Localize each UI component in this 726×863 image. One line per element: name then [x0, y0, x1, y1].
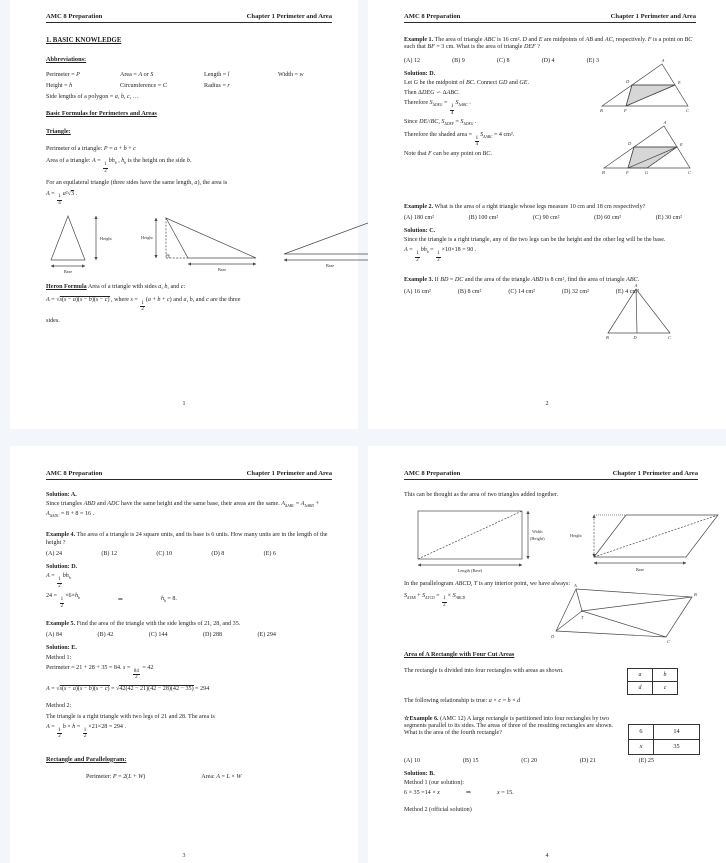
intro-text: This can be thought as the area of two triangles added together.: [404, 492, 558, 498]
doc-title: AMC 8 Preparation: [404, 13, 461, 20]
option-d: (D) 8: [211, 550, 225, 557]
abbr-sides: Side lengths of a polygon = a, b, c, …: [46, 94, 139, 100]
heron-calc: A = √s(s − a)(s − b)(s − c) = √42(42 − 21)(42 − 28)(42 − 35) = 294: [46, 685, 210, 692]
solution-5-label: Solution: E.: [46, 645, 77, 652]
cell-x: x: [629, 739, 654, 754]
cut-areas-table: [627, 668, 678, 695]
option-c: (C) 144: [148, 632, 168, 639]
abbr-height: Height = h: [46, 83, 73, 89]
vertex-d: D: [551, 634, 555, 640]
option-a: (A) 180 cm²: [404, 214, 434, 221]
isosceles-triangle-diagram: [46, 212, 124, 274]
abbreviations-heading: Abbreviations:: [46, 56, 87, 63]
option-b: (B) 12: [101, 550, 118, 557]
option-a: (A) 12: [404, 57, 421, 64]
example-3-options: [404, 289, 639, 295]
example-1-diagram-2: [602, 120, 694, 176]
cell-14: 14: [654, 724, 700, 739]
page-header: [46, 470, 332, 480]
doc-title: AMC 8 Preparation: [404, 470, 461, 477]
method-2-formula: A = $\frac{1}{2}$ b × h = $\frac{1}{2}$ ×21×28 = 294 .: [46, 723, 127, 740]
example-3-text: If BD = DC and the area of the triangle ABD is 8 cm², find the area of triangle ABC.: [434, 277, 640, 284]
equation-result: x = 15.: [497, 790, 514, 797]
example-3-diagram: [606, 285, 680, 343]
solution-1-label: Solution: D.: [404, 70, 436, 77]
vertex-b: B: [600, 107, 603, 113]
solution-6-label: Solution: B.: [404, 770, 435, 777]
perimeter-calc: Perimeter = 21 + 28 + 35 = 84. s = $\frac{84}{2}$ = 42: [46, 664, 154, 681]
base-label: Base: [217, 267, 227, 273]
option-b: (B) 9: [452, 57, 465, 64]
example-1-options: [404, 58, 599, 64]
page-number: 3: [182, 853, 186, 859]
vertex-b: B: [694, 592, 697, 598]
option-c: (C) 20: [521, 757, 538, 764]
example-1-diagram-1: [600, 58, 692, 114]
solution-a-text: Since triangles ABD and ADC have the same height and the same base, their areas are the same. $A_{\Delta ABC} = A_{\Delta ABD} + A_{\Delta ADC} = 8 + 8 = 16$ .: [46, 501, 319, 519]
option-d: (D) 60 cm²: [594, 214, 622, 221]
rect-parallelogram-diagrams: [404, 507, 706, 575]
example-3: [404, 277, 679, 284]
implies-arrow: ⇒: [465, 790, 471, 797]
cell-35: 35: [654, 739, 700, 754]
vertex-d: D: [628, 140, 632, 146]
equation: 24 = $\frac{1}{2}$ $\times 6\times h_b$: [46, 593, 80, 609]
obtuse-triangle-diagram: [140, 212, 264, 274]
abbr-width: Width = w: [278, 72, 304, 78]
equation-result: $h_b = 8$.: [160, 596, 177, 604]
example-5-label: Example 5.: [46, 621, 76, 628]
width-label: Width: [532, 529, 543, 535]
page-1: [10, 0, 358, 429]
example-4-label: Example 4.: [46, 532, 76, 539]
cell-c: c: [653, 682, 678, 695]
solution-1-line: Since DE//BC, $S_{\Delta DEF} = S_{\Delta DEG}$ .: [404, 119, 477, 127]
page-header: [46, 13, 332, 23]
solution-1-line: Therefore $S_{\Delta DEG}$ = $\frac{1}{4}$ $S_{\Delta ABC}$ .: [404, 100, 471, 116]
option-d: (D) 21: [579, 757, 596, 764]
equilateral-formula: A = $\frac{1}{4}$ a²√3 .: [46, 190, 78, 206]
example-4-text: The area of a triangle is 24 square units, and its base is 6 units. How many units are in the length of the height ?: [46, 532, 328, 546]
example-2: [404, 204, 696, 211]
length-base-label: Length (Base): [457, 568, 483, 574]
point-t: T: [581, 615, 584, 621]
example-6-block: [404, 716, 706, 764]
example-2-text: What is the area of a right triangle whose legs measure 10 cm and 18 cm respectively?: [434, 203, 646, 210]
vertex-a: A: [663, 119, 667, 125]
option-a: (A) 84: [46, 632, 63, 639]
option-c: (C) 8: [496, 57, 510, 64]
formulas-heading: Basic Formulas for Perimeters and Areas: [46, 110, 157, 117]
option-b: (B) 15: [462, 757, 479, 764]
solution-2-text: Since the triangle is a right triangle, any of the two legs can be the height and the other leg will be the base.: [404, 237, 666, 244]
example-6-label: ☆Example 6.: [404, 715, 439, 722]
example-1-text: The area of triangle ABC is 16 cm². D and E are midpoints of AB and AC, respectively. F is a point on BC such that BF = 3 cm. What is the area of triangle DEF ?: [404, 37, 693, 51]
vertex-c: C: [668, 335, 672, 341]
heron-intro: [46, 284, 332, 291]
vertex-f: F: [626, 169, 629, 175]
chapter-title: Chapter 1 Perimeter and Area: [246, 13, 332, 20]
vertex-a: A: [634, 283, 638, 289]
cut-areas-block: [404, 668, 706, 705]
vertex-g: G: [645, 169, 649, 175]
option-b: (B) 8 cm²: [457, 288, 482, 295]
option-a: (A) 10: [404, 757, 421, 764]
solution-1-line: Therefore the shaded area = $\frac{1}{4}$ $S_{\Delta ABC} = 4$ cm².: [404, 131, 515, 148]
option-a: (A) 16 cm²: [404, 288, 431, 295]
cut-areas-heading: Area of A Rectangle with Four Cut Areas: [404, 651, 515, 659]
base-label: Base: [325, 263, 335, 269]
perimeter-formula: Perimeter of a triangle: P = a + b + c: [46, 146, 136, 152]
vertex-b: B: [602, 169, 605, 175]
vertex-d: D: [626, 78, 630, 84]
method-1-label: Method 1:: [46, 654, 72, 661]
vertex-c: C: [688, 169, 692, 175]
cut-areas-text: The rectangle is divided into four rectangles with areas as shown.: [404, 668, 564, 675]
page-number: 1: [182, 401, 186, 407]
page-header: [404, 470, 698, 480]
abbr-perimeter: Perimeter = P: [46, 72, 80, 78]
vertex-b: B: [606, 335, 609, 341]
option-d: (D) 32 cm²: [561, 288, 589, 295]
option-c: (C) 10: [156, 550, 173, 557]
option-e: (E) 30 cm²: [655, 214, 682, 221]
example-1-label: Example 1.: [404, 37, 434, 43]
area-formula: Area of a triangle: A = $\frac{1}{2}$ $bh_b$ , $h_b$ is the height on the side b.: [46, 158, 192, 174]
option-d: (D) 4: [541, 57, 555, 64]
method-1-label: Method 1 (our solution):: [404, 779, 465, 786]
option-e: (E) 294: [257, 632, 276, 639]
abbr-circumference: Circumference = C: [120, 83, 167, 89]
parallelogram-interior-point-block: [404, 581, 706, 643]
chapter-title: Chapter 1 Perimeter and Area: [612, 470, 698, 477]
abbreviations-table: [46, 72, 332, 100]
height-paren-label: (Height): [530, 536, 545, 542]
relationship-text: The following relationship is true: a × c = b × d: [404, 698, 521, 705]
vertex-f: F: [624, 107, 627, 113]
option-e: (E) 3: [586, 57, 599, 64]
cell-a: a: [628, 669, 653, 682]
chapter-title: Chapter 1 Perimeter and Area: [246, 470, 332, 477]
chapter-title: Chapter 1 Perimeter and Area: [610, 13, 696, 20]
example-2-label: Example 2.: [404, 203, 434, 210]
option-e: (E) 25: [638, 757, 654, 764]
solution-4-formula-1: A = $\frac{1}{2}$ $bh_b$: [46, 573, 71, 589]
example-5-options: [46, 632, 276, 638]
parallelogram-abcd-diagram: [550, 583, 700, 645]
doc-title: AMC 8 Preparation: [46, 13, 103, 20]
option-e: (E) 6: [263, 550, 276, 557]
rectangle-formulas: [46, 774, 332, 781]
solution-4-label: Solution: D.: [46, 563, 78, 570]
example-2-options: [404, 215, 682, 221]
base-label: Base: [63, 269, 73, 275]
example-6-options: [404, 758, 654, 764]
abbr-radius: Radius = r: [204, 83, 230, 89]
page-3: [10, 446, 358, 863]
example-3-block: [404, 277, 696, 341]
solution-4-formula-2: [46, 593, 332, 609]
parallelogram-formula: $S_{\Delta TAB} + S_{\Delta TCD}$ = $\frac{1}{2}$ × $S_{ABCD}$: [404, 592, 466, 608]
abbr-length: Length = l: [204, 72, 230, 78]
heron-text: Area of a triangle with sides a, b, and c:: [86, 284, 186, 291]
page-number: 2: [545, 401, 549, 407]
option-c: (C) 14 cm²: [508, 288, 535, 295]
heron-heading: Heron Formula: [46, 284, 87, 291]
example-4: [46, 532, 332, 547]
solution-1-line: Let G be the midpoint of BC. Connect GD and GE.: [404, 79, 529, 86]
vertex-a: A: [574, 583, 577, 589]
doc-title: AMC 8 Preparation: [46, 470, 103, 477]
page-header: [404, 13, 696, 23]
example-4-options: [46, 551, 276, 557]
triangle-heading: Triangle:: [46, 128, 71, 135]
rectangle-heading: Rectangle and Parallelogram:: [46, 755, 127, 763]
example-5: [46, 621, 332, 628]
rectangle-diagram: [414, 507, 554, 575]
rect-perimeter-formula: Perimeter: P = 2(L + W): [86, 773, 146, 780]
heron-end: sides.: [46, 317, 60, 324]
equilateral-text: For an equilateral triangle (three sides have the same length, a), the area is: [46, 180, 228, 187]
example-5-text: Find the area of the triangle with the side lengths of 21, 28, and 35.: [76, 621, 241, 628]
option-e: (E) 4 cm²: [615, 288, 639, 295]
page-4: [368, 446, 726, 863]
page-2: [368, 0, 726, 429]
method-2-label: Method 2:: [46, 703, 72, 710]
vertex-e: E: [678, 79, 681, 85]
vertex-c: C: [667, 639, 671, 645]
option-a: (A) 24: [46, 550, 63, 557]
option-d: (D) 288: [202, 632, 223, 639]
abbr-area: Area = A or S: [120, 72, 154, 78]
vertex-a: A: [661, 57, 665, 63]
example-1: [404, 37, 696, 52]
example-6-table: [628, 724, 700, 755]
solution-a-label: Solution: A.: [46, 492, 77, 498]
method-2-text: The triangle is a right triangle with two legs of 21 and 28. The area is: [46, 713, 215, 720]
example-6-text: (AMC 12) A large rectangle is partitioned into four rectangles by two segments parallel to its sides. The areas of three of the resulting rectangles are shown. What is the area of the fourth rectangle?: [404, 715, 614, 737]
page-number: 4: [545, 853, 549, 859]
implies-arrow: ⇒: [117, 597, 123, 604]
option-b: (B) 100 cm²: [468, 214, 499, 221]
height-label: Height: [570, 533, 582, 539]
option-c: (C) 90 cm²: [532, 214, 560, 221]
vertex-d: D: [633, 335, 637, 341]
height-label: Height: [100, 236, 112, 242]
solution-2-label: Solution: C.: [404, 227, 436, 234]
height-label: Height: [141, 235, 153, 241]
vertex-c: C: [686, 107, 690, 113]
heron-formula: A = √s(s − a)(s − b)(s − c) , where s = $\frac{1}{2}$ (a + b + c) and a, b, and c are the three: [46, 296, 241, 313]
triangle-diagrams-row: [46, 212, 335, 275]
equation: 6 × 35 =14 × x: [404, 790, 440, 797]
solution-1-line: Note that F can be any point on BC.: [404, 150, 492, 157]
method-1-equation: [404, 790, 706, 797]
rect-area-formula: Area: A = L × W: [201, 773, 242, 780]
example-3-label: Example 3.: [404, 277, 434, 284]
parallelogram-text: In the parallelogram ABCD, T is any interior point, we have always:: [404, 581, 571, 588]
option-b: (B) 42: [97, 632, 114, 639]
cell-d: d: [628, 682, 653, 695]
base-label: Base: [635, 567, 645, 573]
vertex-e: E: [680, 141, 683, 147]
section-title: 1. BASIC KNOWLEDGE: [46, 37, 122, 44]
method-2-label: Method 2 (official solution): [404, 807, 472, 814]
cell-b: b: [653, 669, 678, 682]
solution-2-formula: A = $\frac{1}{2}$ $bh_b$ = $\frac{1}{2}$ ×10×18 = 90 .: [404, 247, 477, 263]
cell-6: 6: [629, 724, 654, 739]
parallelogram-diagram: [570, 507, 724, 575]
solution-1-line: Then ΔDEG ∽ ΔABC.: [404, 90, 460, 97]
example-1-solution-block: [404, 58, 696, 194]
